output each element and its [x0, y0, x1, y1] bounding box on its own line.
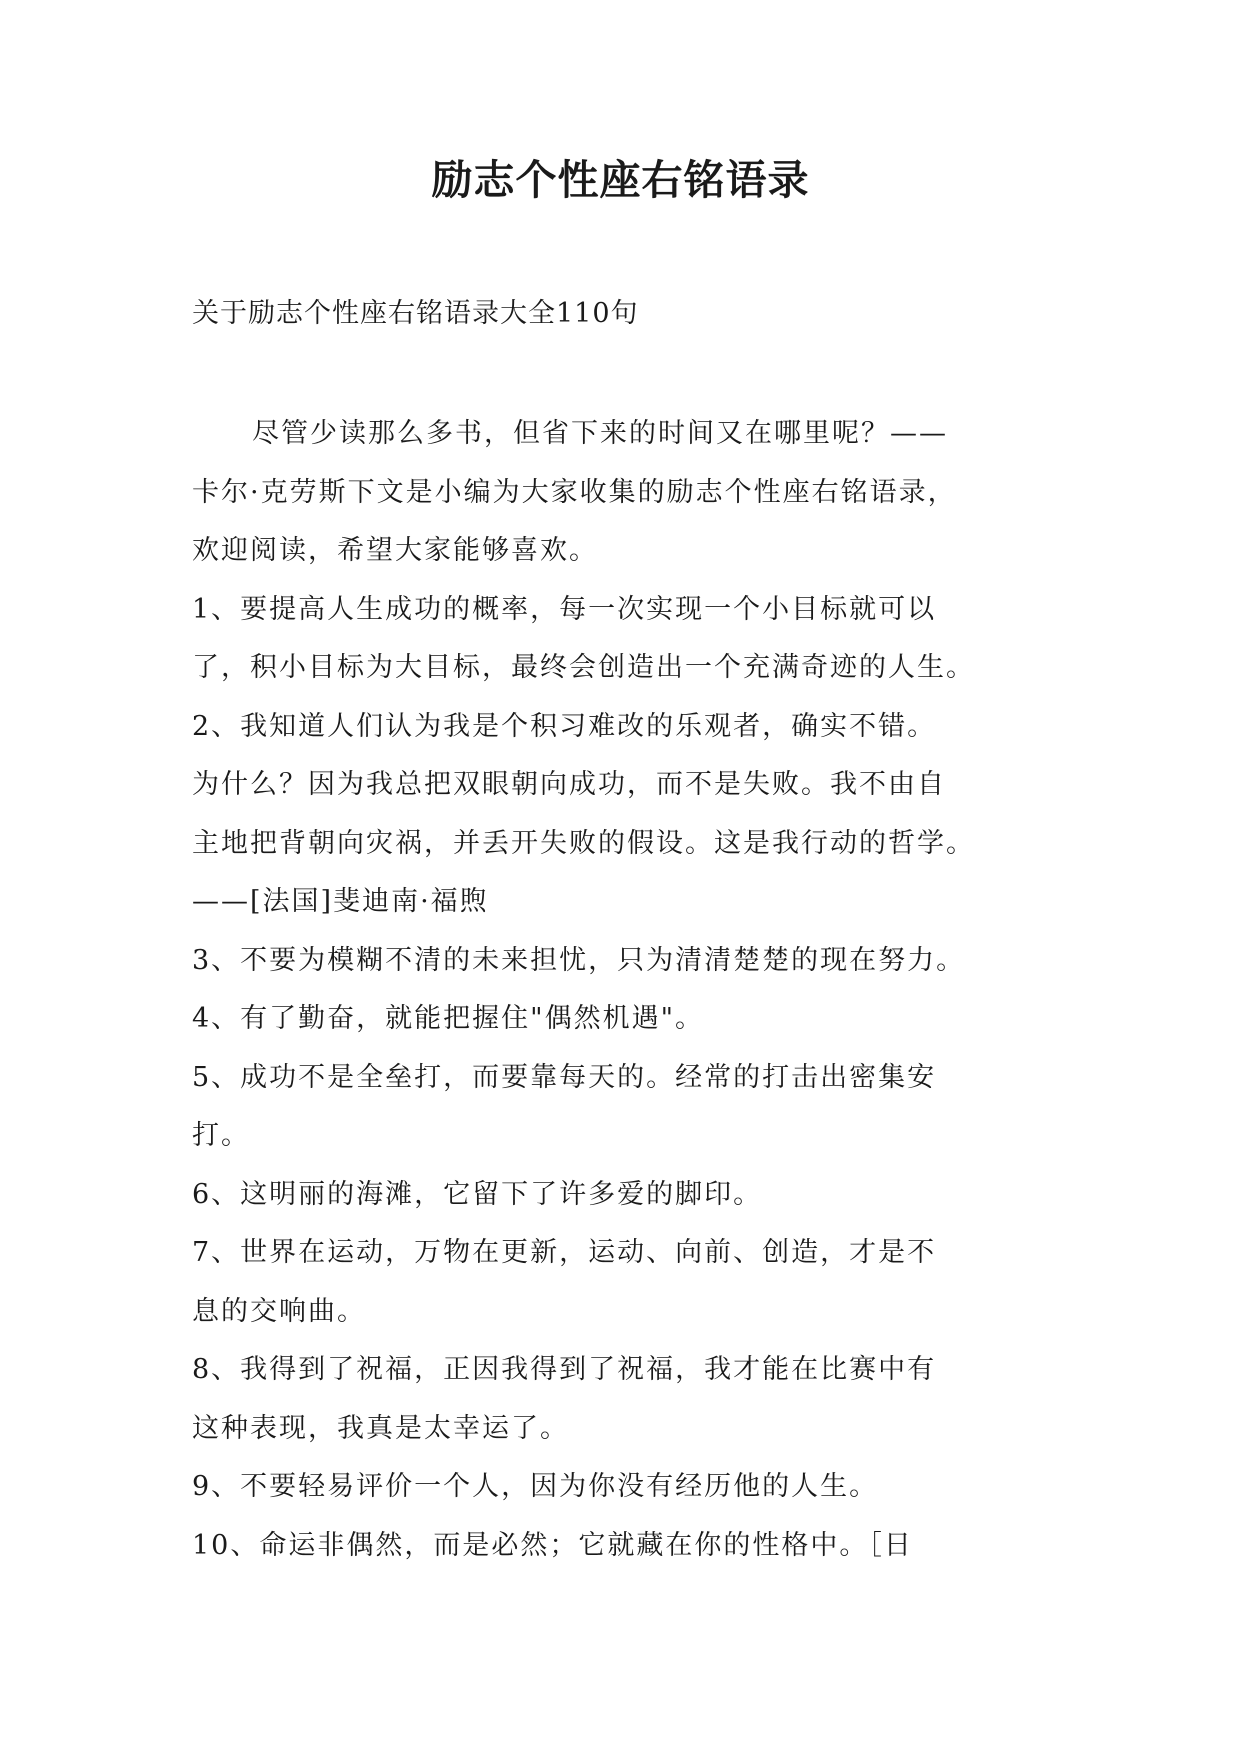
body-line: 尽管少读那么多书，但省下来的时间又在哪里呢？—— — [252, 418, 948, 449]
body-line: 卡尔·克劳斯下文是小编为大家收集的励志个性座右铭语录， — [192, 476, 957, 508]
body-line: 打。 — [192, 1120, 250, 1151]
body-line: 3、不要为模糊不清的未来担忧，只为清清楚楚的现在努力。 — [192, 944, 966, 976]
body-line: 6、这明丽的海滩，它留下了许多爱的脚印。 — [192, 1178, 763, 1210]
body-line: 这种表现，我真是太幸运了。 — [192, 1412, 569, 1444]
body-line: ——[法国]斐迪南·福煦 — [192, 886, 489, 917]
body-line: 7、世界在运动，万物在更新，运动、向前、创造，才是不 — [192, 1237, 937, 1268]
body-line: 欢迎阅读，希望大家能够喜欢。 — [192, 535, 598, 566]
document-title: 励志个性座右铭语录 — [431, 156, 810, 204]
body-line: 4、有了勤奋，就能把握住"偶然机遇"。 — [192, 1003, 705, 1034]
body-line: 9、不要轻易评价一个人，因为你没有经历他的人生。 — [192, 1471, 879, 1502]
body-line: 10、命运非偶然，而是必然；它就藏在你的性格中。［日 — [192, 1529, 913, 1561]
document-subtitle: 关于励志个性座右铭语录大全110句 — [192, 298, 639, 329]
body-line: 息的交响曲。 — [192, 1295, 366, 1327]
body-line: 主地把背朝向灾祸，并丢开失败的假设。这是我行动的哲学。 — [192, 827, 975, 859]
body-line: 2、我知道人们认为我是个积习难改的乐观者，确实不错。 — [192, 710, 937, 742]
document-body — [192, 405, 1072, 1575]
body-line: 5、成功不是全垒打，而要靠每天的。经常的打击出密集安 — [192, 1061, 937, 1093]
body-line: 8、我得到了祝福，正因我得到了祝福，我才能在比赛中有 — [192, 1354, 937, 1385]
body-line: 了，积小目标为大目标，最终会创造出一个充满奇迹的人生。 — [192, 652, 975, 683]
body-line: 为什么？因为我总把双眼朝向成功，而不是失败。我不由自 — [192, 769, 946, 800]
body-line: 1、要提高人生成功的概率，每一次实现一个小目标就可以 — [192, 593, 937, 625]
